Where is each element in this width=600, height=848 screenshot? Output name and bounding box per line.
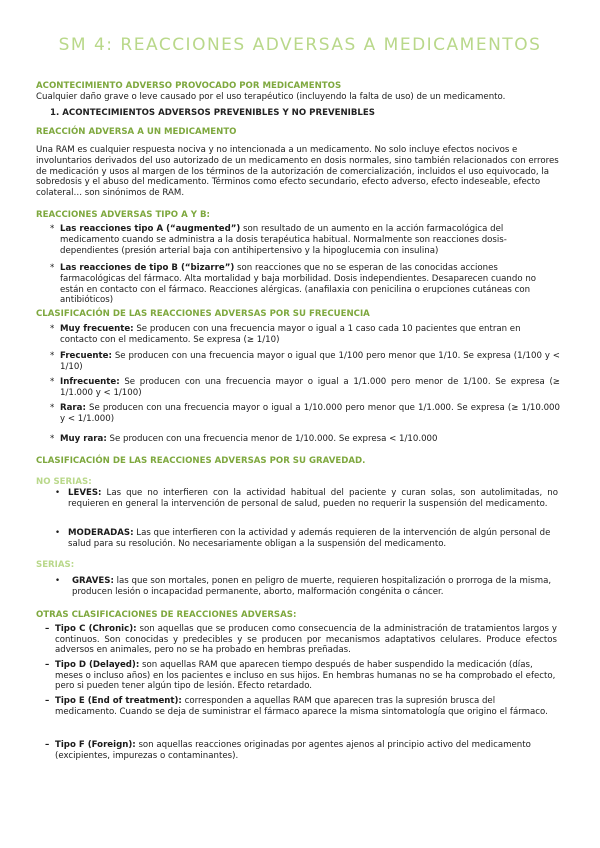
page-title: SM 4: REACCIONES ADVERSAS A MEDICAMENTOS xyxy=(58,35,542,55)
bullet-icon: • xyxy=(55,528,61,538)
acontecimiento-text: Cualquier daño grave o leve causado por el uso terapéutico (incluyendo la falta de uso) de un medicamento. xyxy=(36,92,506,102)
list-item: Tipo C (Chronic): son aquellas que se producen como consecuencia de la administración de tratamientos largos y continuos. Son conocidas y predecibles y se producen por mecanismos adaptativos celulares. Produce efectos adversos en animales, pero no se ha probado en hembras preñadas. xyxy=(55,624,557,656)
bullet-icon: * xyxy=(50,434,55,444)
otras-heading: OTRAS CLASIFICACIONES DE REACCIONES ADVERSAS: xyxy=(36,610,297,620)
list-item: LEVES: Las que no interfieren con la actividad habitual del paciente y curan solas, son autolimitadas, no requieren en general la intervención de personal de salud, pueden no requerir la suspensión del medicamento. xyxy=(68,488,558,509)
bullet-icon: * xyxy=(50,224,55,234)
dash-icon: – xyxy=(45,660,50,670)
dash-icon: – xyxy=(45,696,50,706)
list-item: Tipo D (Delayed): son aquellas RAM que aparecen tiempo después de haber suspendido la medicación (días, meses o incluso años) en los pacientes e incluso en sus hijos. En hembras humanas no se ha comprobado el efecto, pero si pueden tener algún tipo de lesión. Efecto retardado. xyxy=(55,660,556,692)
bullet-icon: * xyxy=(50,263,55,273)
list-item: MODERADAS: Las que interfieren con la actividad y además requieren de la intervención de algún personal de salud para su resolución. No necesariamente obligan a la suspensión del medicamento. xyxy=(68,528,551,549)
frecuencia-heading: CLASIFICACIÓN DE LAS REACCIONES ADVERSAS POR SU FRECUENCIA xyxy=(36,309,370,319)
bullet-icon: • xyxy=(55,576,61,586)
bullet-icon: • xyxy=(55,488,61,498)
list-item: Muy rara: Se producen con una frecuencia menor de 1/10.000. Se expresa < 1/10.000 xyxy=(60,434,438,444)
gravedad-heading: CLASIFICACIÓN DE LAS REACCIONES ADVERSAS POR SU GRAVEDAD. xyxy=(36,456,366,466)
bullet-icon: * xyxy=(50,351,55,361)
acontecimiento-heading: ACONTECIMIENTO ADVERSO PROVOCADO POR MEDICAMENTOS xyxy=(36,81,342,91)
list-item: Tipo F (Foreign): son aquellas reacciones originadas por agentes ajenos al principio activo del medicamento (excipientes, impurezas o contaminantes). xyxy=(55,740,531,761)
bullet-icon: * xyxy=(50,403,55,413)
list-item: Rara: Se producen con una frecuencia mayor o igual a 1/10.000 pero menor que 1/1.000. Se expresa (≥ 1/10.000 y < 1/1.000) xyxy=(60,403,560,424)
bullet-icon: * xyxy=(50,324,55,334)
list-item: Infrecuente: Se producen con una frecuencia mayor o igual a 1/1.000 pero menor de 1/100. Se expresa (≥ 1/1.000 y < 1/100) xyxy=(60,377,560,398)
reaccion-heading: REACCIÓN ADVERSA A UN MEDICAMENTO xyxy=(36,127,237,137)
dash-icon: – xyxy=(45,624,50,634)
dash-icon: – xyxy=(45,740,50,750)
reaccion-text: Una RAM es cualquier respuesta nociva y no intencionada a un medicamento. No solo incluye efectos nocivos e involuntarios derivados del uso autorizado de un medicamento en dosis normales, sino también relacionados con errores de medicación y usos al margen de los términos de la autorización de comercialización, incluidos el uso equivocado, la sobredosis y el abuso del medicamento. Términos como efecto secundario, efecto adverso, efecto indeseable, efecto colateral… son sinónimos de RAM. xyxy=(36,145,559,199)
list-item: Muy frecuente: Se producen con una frecuencia mayor o igual a 1 caso cada 10 pacientes que entran en contacto con el medicamento. Se expresa (≥ 1/10) xyxy=(60,324,521,345)
list-item: GRAVES: las que son mortales, ponen en peligro de muerte, requieren hospitalización o prorroga de la misma, producen lesión o incapacidad permanente, aborto, malformación congénita o cáncer. xyxy=(72,576,552,597)
numbered-heading: 1. ACONTECIMIENTOS ADVERSOS PREVENIBLES Y NO PREVENIBLES xyxy=(50,108,375,118)
bullet-icon: * xyxy=(50,377,55,387)
list-item: Frecuente: Se producen con una frecuencia mayor o igual que 1/100 pero menor que 1/10. Se expresa (1/100 y < 1/10) xyxy=(60,351,560,372)
list-item: Tipo E (End of treatment): corresponden a aquellas RAM que aparecen tras la supresión brusca del medicamento. Cuando se deja de suministrar el fármaco aparece la misma sintomatología que origino el fármaco. xyxy=(55,696,548,717)
serias-label: SERIAS: xyxy=(36,560,75,570)
list-item: Las reacciones de tipo B (“bizarre”) son reacciones que no se esperan de las conocidas acciones farmacológicas del fármaco. Alta mortalidad y baja morbilidad. Dosis independientes. Desaparecen cuando no están en contacto con el fármaco. Reacciones alérgicas. (anafilaxia con penicilina o erupciones cutáneas con antibióticos) xyxy=(60,263,537,306)
tipoab-heading: REACCIONES ADVERSAS TIPO A Y B: xyxy=(36,210,210,220)
list-item: Las reacciones tipo A (“augmented”) son resultado de un aumento en la acción farmacológica del medicamento cuando se administra a la dosis terapéutica habitual. Normalmente son reacciones dosis-dependientes (presión arterial baja con antihipertensivo y la hipoglucemia con insulina) xyxy=(60,224,507,256)
no-serias-label: NO SERIAS: xyxy=(36,477,92,487)
